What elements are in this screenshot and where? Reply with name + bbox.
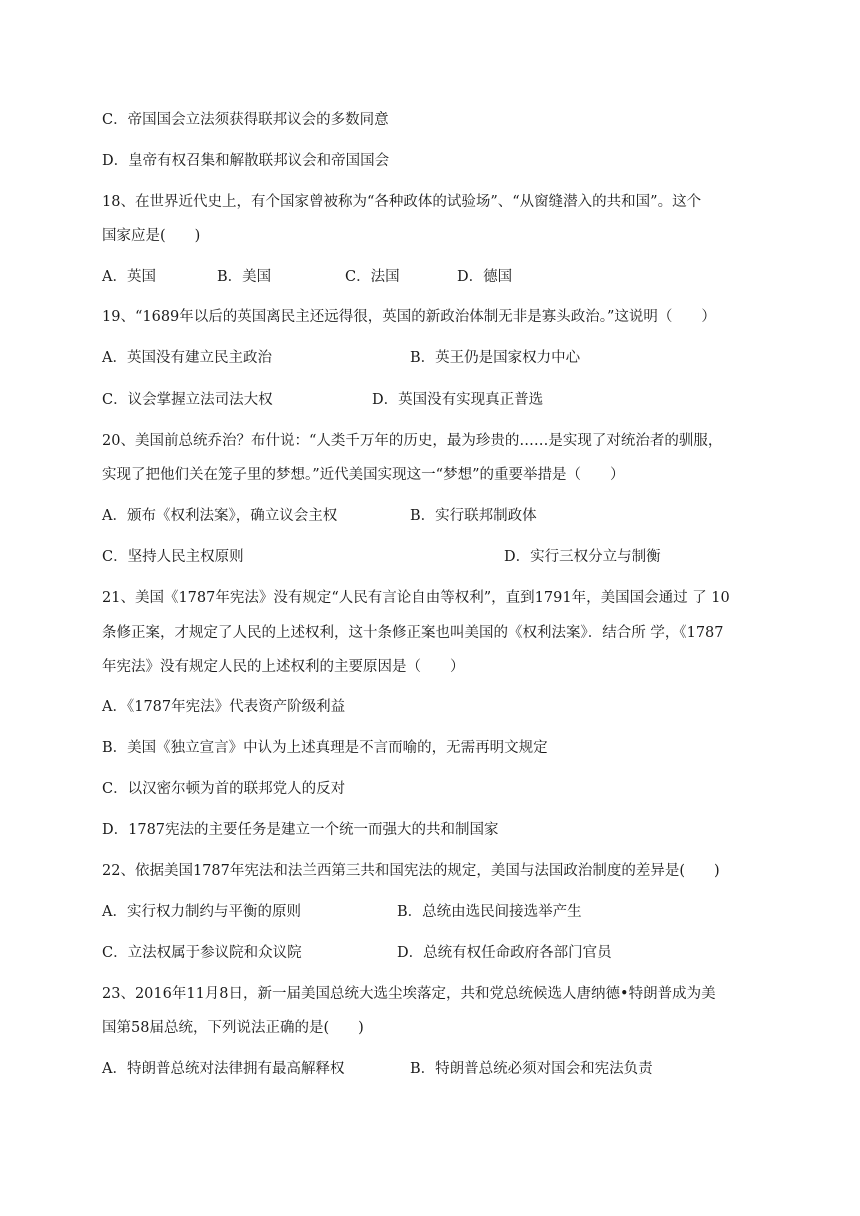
q18-stem-line1: 18、在世界近代史上，有个国家曾被称为“各种政体的试验场”、“从窗缝潜入的共和国”。这个 xyxy=(102,194,702,210)
q19-option-c: C．议会掌握立法司法大权 xyxy=(102,392,273,408)
q21-option-c: C．以汉密尔顿为首的联邦党人的反对 xyxy=(102,781,346,797)
q18-option-a: A．英国 xyxy=(102,269,156,285)
q21-option-b: B．美国《独立宣言》中认为上述真理是不言而喻的，无需再明文规定 xyxy=(102,740,548,756)
q21-option-a: A．《1787年宪法》代表资产阶级利益 xyxy=(102,699,346,715)
q17-option-d: D．皇帝有权召集和解散联邦议会和帝国国会 xyxy=(102,153,390,169)
q20-option-c: C．坚持人民主权原则 xyxy=(102,549,244,565)
q18-stem-line2: 国家应是( ) xyxy=(102,228,201,244)
q20-option-d: D．实行三权分立与制衡 xyxy=(504,549,661,565)
q23-stem-line1: 23、2016年11月8日，新一届美国总统大选尘埃落定，共和党总统候选人唐纳德•特朗普成为美 xyxy=(102,986,716,1002)
q22-option-a: A．实行权力制约与平衡的原则 xyxy=(102,904,301,920)
q20-stem-line1: 20、美国前总统乔治？布什说：“人类千万年的历史，最为珍贵的……是实现了对统治者的驯服， xyxy=(102,433,723,449)
q21-stem-line1: 21、美国《1787年宪法》没有规定“人民有言论自由等权利”，直到1791年，美国国会通过 了 10 xyxy=(102,590,730,606)
q17-option-c: C．帝国国会立法须获得联邦议会的多数同意 xyxy=(102,112,389,128)
q18-option-c: C．法国 xyxy=(345,269,400,285)
q23-stem-line2: 国第58届总统，下列说法正确的是( ) xyxy=(102,1020,364,1036)
q22-option-b: B．总统由选民间接选举产生 xyxy=(397,904,582,920)
q21-stem-line2: 条修正案，才规定了人民的上述权利，这十条修正案也叫美国的《权利法案》．结合所 学，《1787 xyxy=(102,625,724,641)
q19-option-a: A．英国没有建立民主政治 xyxy=(102,350,272,366)
q21-option-d: D．1787宪法的主要任务是建立一个统一而强大的共和制国家 xyxy=(102,822,499,838)
q19-stem-line1: 19、“1689年以后的英国离民主还远得很，英国的新政治体制无非是寡头政治。”这说明（ ） xyxy=(102,309,716,325)
q20-stem-line2: 实现了把他们关在笼子里的梦想。”近代美国实现这一“梦想”的重要举措是（ ） xyxy=(102,467,625,483)
q23-option-b: B．特朗普总统必须对国会和宪法负责 xyxy=(410,1061,653,1077)
q18-option-b: B．美国 xyxy=(217,269,272,285)
q22-option-d: D．总统有权任命政府各部门官员 xyxy=(397,945,612,961)
q18-option-d: D．德国 xyxy=(457,269,513,285)
q21-stem-line3: 年宪法》没有规定人民的上述权利的主要原因是（ ） xyxy=(102,659,465,675)
q22-option-c: C．立法权属于参议院和众议院 xyxy=(102,945,302,961)
q19-option-b: B．英王仍是国家权力中心 xyxy=(410,350,581,366)
q22-stem-line1: 22、依据美国1787年宪法和法兰西第三共和国宪法的规定，美国与法国政治制度的差异是( ) xyxy=(102,863,720,879)
q23-option-a: A．特朗普总统对法律拥有最高解释权 xyxy=(102,1061,345,1077)
q19-option-d: D．英国没有实现真正普选 xyxy=(372,392,544,408)
q20-option-b: B．实行联邦制政体 xyxy=(410,508,537,524)
q20-option-a: A．颁布《权利法案》，确立议会主权 xyxy=(102,508,338,524)
